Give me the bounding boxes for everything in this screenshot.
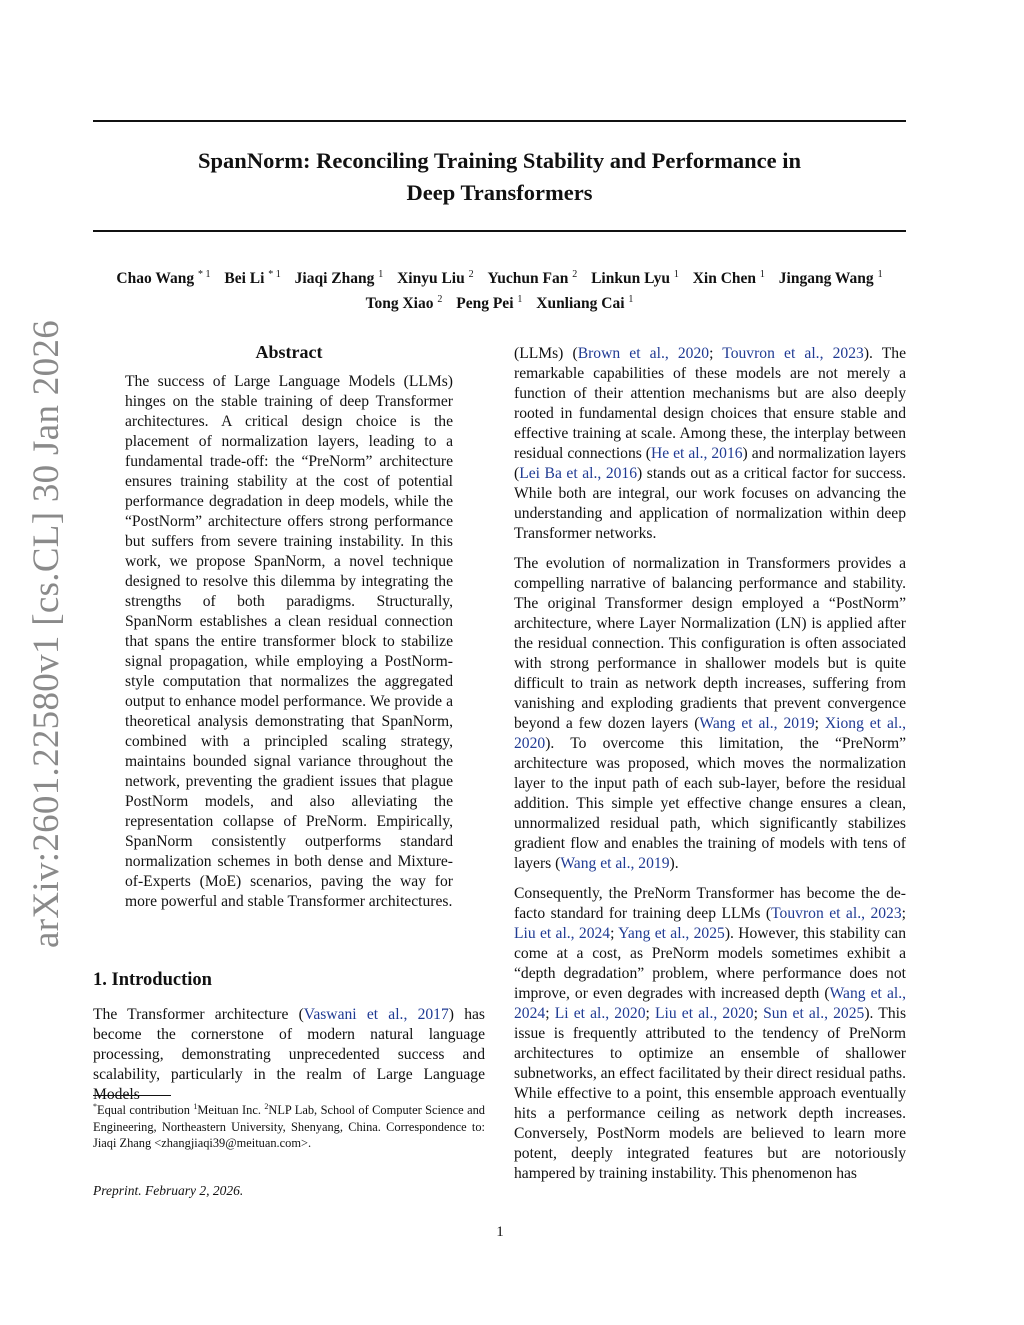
author: Linkun Lyu $^1$ bbox=[591, 269, 679, 288]
abstract-body bbox=[125, 372, 453, 912]
author-list bbox=[93, 264, 906, 314]
author-line-1 bbox=[93, 264, 906, 289]
citation-link[interactable]: Wang et al., 2024 bbox=[514, 985, 906, 1022]
author: Yuchun Fan $^2$ bbox=[487, 269, 578, 288]
paper-title bbox=[93, 145, 906, 209]
citation-link[interactable]: Yang et al., 2025 bbox=[618, 925, 725, 942]
citation-link[interactable]: Lei Ba et al., 2016 bbox=[519, 465, 638, 482]
author: Bei Li $^{* 1}$ bbox=[224, 269, 281, 288]
citation-link[interactable]: Li et al., 2020 bbox=[554, 1005, 646, 1022]
title-line-1: SpanNorm: Reconciling Training Stability and Performance in bbox=[198, 148, 801, 173]
citation-link[interactable]: Sun et al., 2025 bbox=[763, 1005, 865, 1022]
citation-link[interactable]: Liu et al., 2020 bbox=[655, 1005, 754, 1022]
citation-link[interactable]: Liu et al., 2024 bbox=[514, 925, 611, 942]
paragraph: The evolution of normalization in Transformers provides a compelling narrative of balancing performance and stability. The original Transformer design employed a “PostNorm” architecture, where Layer Normalization (LN) is applied after the residual connection. This configuration is often associated with strong performance in shallower models but is quite difficult to train as network depth increases, suffering from vanishing and exploding gradients that prevent convergence beyond a few dozen layers (Wang et al., 2019; Xiong et al., 2020). To overcome this limitation, the “PreNorm” architecture was proposed, which moves the normalization layer to the input path of each sub-layer, before the residual addition. This simple yet effective change ensures a clean, unnormalized residual path, which significantly stabilizes gradient flow and enables the training of models with tens of layers (Wang et al., 2019). bbox=[514, 555, 907, 872]
citation-link[interactable]: Vaswani et al., 2017 bbox=[303, 1006, 449, 1023]
introduction-body bbox=[93, 1005, 485, 1105]
title-bottom-rule bbox=[93, 230, 906, 232]
citation-link[interactable]: Touvron et al., 2023 bbox=[722, 345, 864, 362]
right-column bbox=[514, 344, 906, 1194]
citation-link[interactable]: Touvron et al., 2023 bbox=[771, 905, 902, 922]
author: Chao Wang $^{* 1}$ bbox=[116, 269, 211, 288]
author: Tong Xiao $^2$ bbox=[365, 294, 443, 313]
paragraph: Consequently, the PreNorm Transformer has become the de-facto standard for training deep LLMs (Touvron et al., 2023; Liu et al., 2024; Yang et al., 2025). However, this stability can come at a cost, as PreNorm models sometimes exhibit a “depth degradation” problem, where performance does not improve, or even degrades with increased depth (Wang et al., 2024; Li et al., 2020; Liu et al., 2020; Sun et al., 2025). This issue is frequently attributed to the tendency of PreNorm architectures to optimize an ensemble of shallower subnetworks, an effect facilitated by their direct residual paths. While effective to a point, this ensemble approach eventually hits a performance ceiling as network depth increases. Conversely, PostNorm models are believed to learn more potent, deeply integrated features but are notoriously hampered by training instability. This phenomenon has bbox=[514, 885, 907, 1182]
arxiv-identifier: arXiv:2601.22580v1 [cs.CL] 30 Jan 2026 bbox=[26, 320, 67, 948]
page-number: 1 bbox=[496, 1224, 504, 1240]
title-line-2: Deep Transformers bbox=[406, 180, 593, 205]
citation-link[interactable]: Wang et al., 2019 bbox=[560, 855, 670, 872]
author: Xinyu Liu $^2$ bbox=[397, 269, 474, 288]
citation-link[interactable]: He et al., 2016 bbox=[650, 445, 743, 462]
introduction-heading: 1. Introduction bbox=[93, 970, 212, 990]
footnote-rule bbox=[93, 1095, 171, 1096]
title-top-rule bbox=[93, 120, 906, 122]
footnote: *Equal contribution $^1$Meituan Inc. $^2$NLP Lab, School of Computer Science and Engineering, Northeastern University, Shenyang, China. Correspondence to: Jiaqi Zhang <zhangjiaqi39@meituan.com>. bbox=[93, 1102, 486, 1151]
introduction-paragraph: The Transformer architecture (Vaswani et al., 2017) has become the cornerstone of modern natural language processing, demonstrating unprecedented success and scalability, particularly in the realm of Large Language Models bbox=[93, 1006, 485, 1103]
author: Peng Pei $^1$ bbox=[456, 294, 523, 313]
citation-link[interactable]: Brown et al., 2020 bbox=[577, 345, 710, 362]
abstract-heading: Abstract bbox=[255, 342, 323, 362]
paragraph: (LLMs) (Brown et al., 2020; Touvron et al., 2023). The remarkable capabilities of these models are not merely a function of their attention mechanisms but are also deeply rooted in fundamental design choices that ensure stable and effective training at scale. Among these, the interplay between residual connections (He et al., 2016) and normalization layers (Lei Ba et al., 2016) stands out as a critical factor for success. While both are integral, our work focuses on advancing the understanding and application of normalization within deep Transformer networks. bbox=[514, 345, 907, 542]
author-line-2 bbox=[93, 289, 906, 314]
author: Xin Chen $^1$ bbox=[692, 269, 765, 288]
preprint-notice: Preprint. February 2, 2026. bbox=[93, 1183, 244, 1198]
author: Jiaqi Zhang $^1$ bbox=[294, 269, 384, 288]
author: Xunliang Cai $^1$ bbox=[536, 294, 634, 313]
abstract-text: The success of Large Language Models (LLMs) hinges on the stable training of deep Transformer architectures. A critical design choice is the placement of normalization layers, leading to a fundamental trade-off: the “PreNorm” architecture ensures training stability at the cost of potential performance degradation in deep models, while the “PostNorm” architecture offers strong performance but suffers from severe training instability. In this work, we propose SpanNorm, a novel technique designed to resolve this dilemma by integrating the strengths of both paradigms. Structurally, SpanNorm establishes a clean residual connection that spans the entire transformer block to stabilize signal propagation, while employing a PostNorm-style computation that normalizes the aggregated output to enhance model performance. We provide a theoretical analysis demonstrating that SpanNorm, combined with a principled scaling strategy, maintains bounded signal variance throughout the network, preventing the gradient issues that plague PostNorm models, and also alleviating the representation collapse of PreNorm. Empirically, SpanNorm consistently outperforms standard normalization schemes in both dense and Mixture-of-Experts (MoE) scenarios, paving the way for more powerful and stable Transformer architectures. bbox=[125, 373, 453, 910]
citation-link[interactable]: Wang et al., 2019 bbox=[699, 715, 815, 732]
author: Jingang Wang $^1$ bbox=[778, 269, 883, 288]
citation-link[interactable]: Xiong et al., 2020 bbox=[514, 715, 907, 752]
